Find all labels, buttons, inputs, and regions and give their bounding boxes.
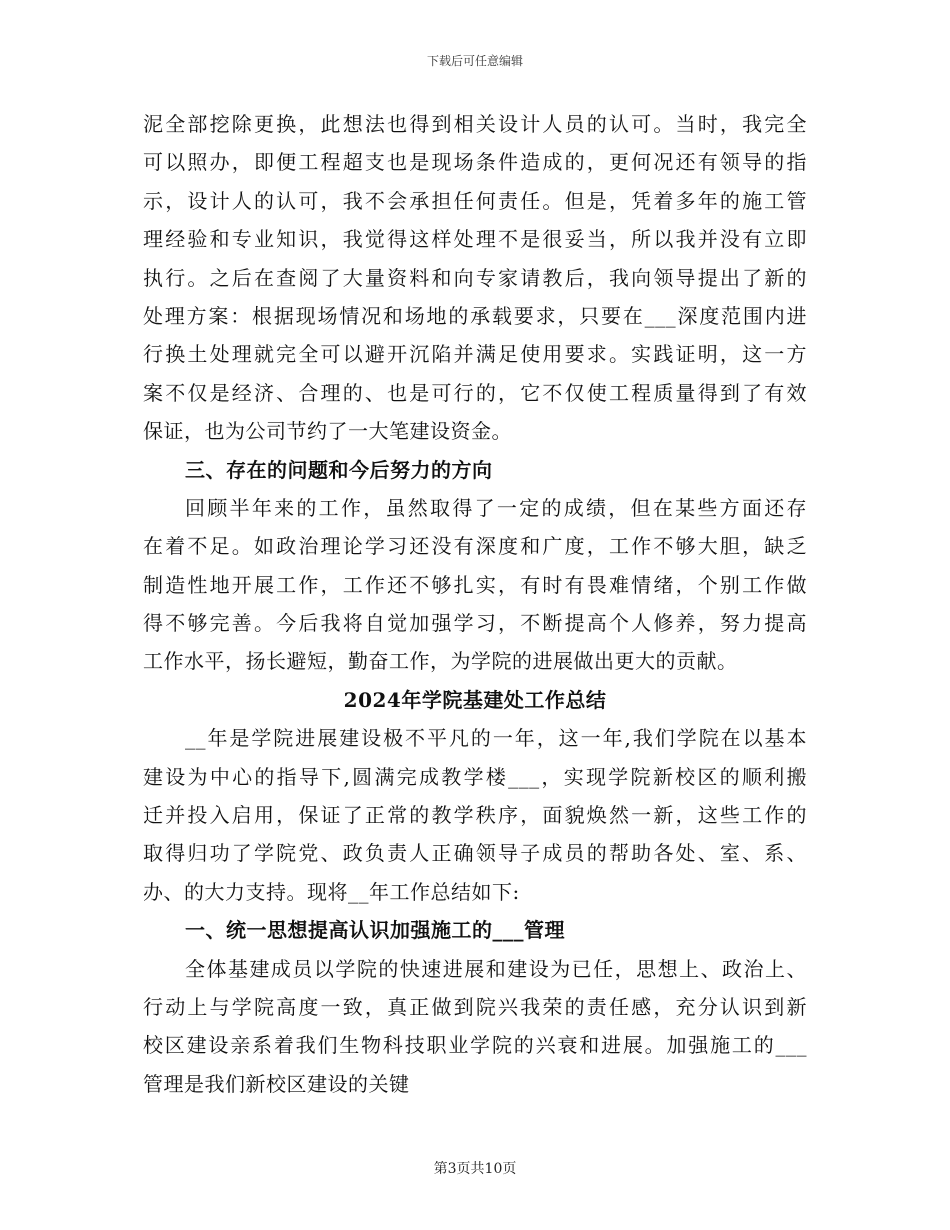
document-body: [143, 105, 807, 1103]
page-header: 下载后可任意编辑: [426, 54, 523, 68]
text-line: 迁并投入启用，保证了正常的教学秩序，面貌焕然一新，这些工作的: [143, 803, 807, 828]
text-line: 工作水平，扬长避短，勤奋工作，为学院的进展做出更大的贡献。: [143, 649, 738, 674]
text-line: 可以照办，即便工程超支也是现场条件造成的，更何况还有领导的指: [143, 150, 807, 175]
text-line: 制造性地开展工作，工作还不够扎实，有时有畏难情绪，个别工作做: [143, 572, 807, 597]
text-line: 全体基建成员以学院的快速进展和建设为已任，思想上、政治上、: [185, 956, 807, 981]
text-line: 得不够完善。今后我将自觉加强学习，不断提高个人修养，努力提高: [143, 611, 807, 636]
text-line: 案不仅是经济、合理的、也是可行的，它不仅使工程质量得到了有效: [143, 380, 807, 405]
text-line: 示，设计人的认可，我不会承担任何责任。但是，凭着多年的施工管: [143, 188, 807, 213]
text-line: 在着不足。如政治理论学习还没有深度和广度，工作不够大胆，缺乏: [143, 534, 807, 559]
text-line: 执行。之后在查阅了大量资料和向专家请教后，我向领导提出了新的: [143, 265, 807, 290]
text-line: 处理方案：根据现场情况和场地的承载要求，只要在___深度范围内进: [143, 303, 807, 328]
text-line: 建设为中心的指导下,圆满完成教学楼___，实现学院新校区的顺利搬: [143, 764, 807, 789]
text-line: 行换土处理就完全可以避开沉陷并满足使用要求。实践证明，这一方: [143, 342, 807, 367]
text-line: 理经验和专业知识，我觉得这样处理不是很妥当，所以我并没有立即: [143, 227, 807, 252]
text-line: 泥全部挖除更换，此想法也得到相关设计人员的认可。当时，我完全: [143, 112, 807, 136]
text-line: 管理是我们新校区建设的关键: [143, 1071, 410, 1096]
section-heading: 三、存在的问题和今后努力的方向: [185, 457, 493, 482]
section-heading: 一、统一思想提高认识加强施工的___管理: [185, 918, 565, 943]
page-number: 第3页共10页: [433, 1161, 517, 1177]
text-line: __年是学院进展建设极不平凡的一年，这一年,我们学院在以基本: [185, 726, 807, 751]
text-line: 回顾半年来的工作，虽然取得了一定的成绩，但在某些方面还存: [185, 495, 807, 520]
text-line: 办、的大力支持。现将__年工作总结如下:: [143, 879, 520, 904]
text-line: 保证，也为公司节约了一大笔建设资金。: [143, 419, 512, 444]
document-title: 2024年学院基建处工作总结: [343, 687, 607, 712]
text-line: 行动上与学院高度一致，真正做到院兴我荣的责任感，充分认识到新: [143, 994, 807, 1019]
text-line: 校区建设亲系着我们生物科技职业学院的兴衰和进展。加强施工的___: [143, 1033, 807, 1058]
text-line: 取得归功了学院党、政负责人正确领导子成员的帮助各处、室、系、: [143, 841, 807, 866]
